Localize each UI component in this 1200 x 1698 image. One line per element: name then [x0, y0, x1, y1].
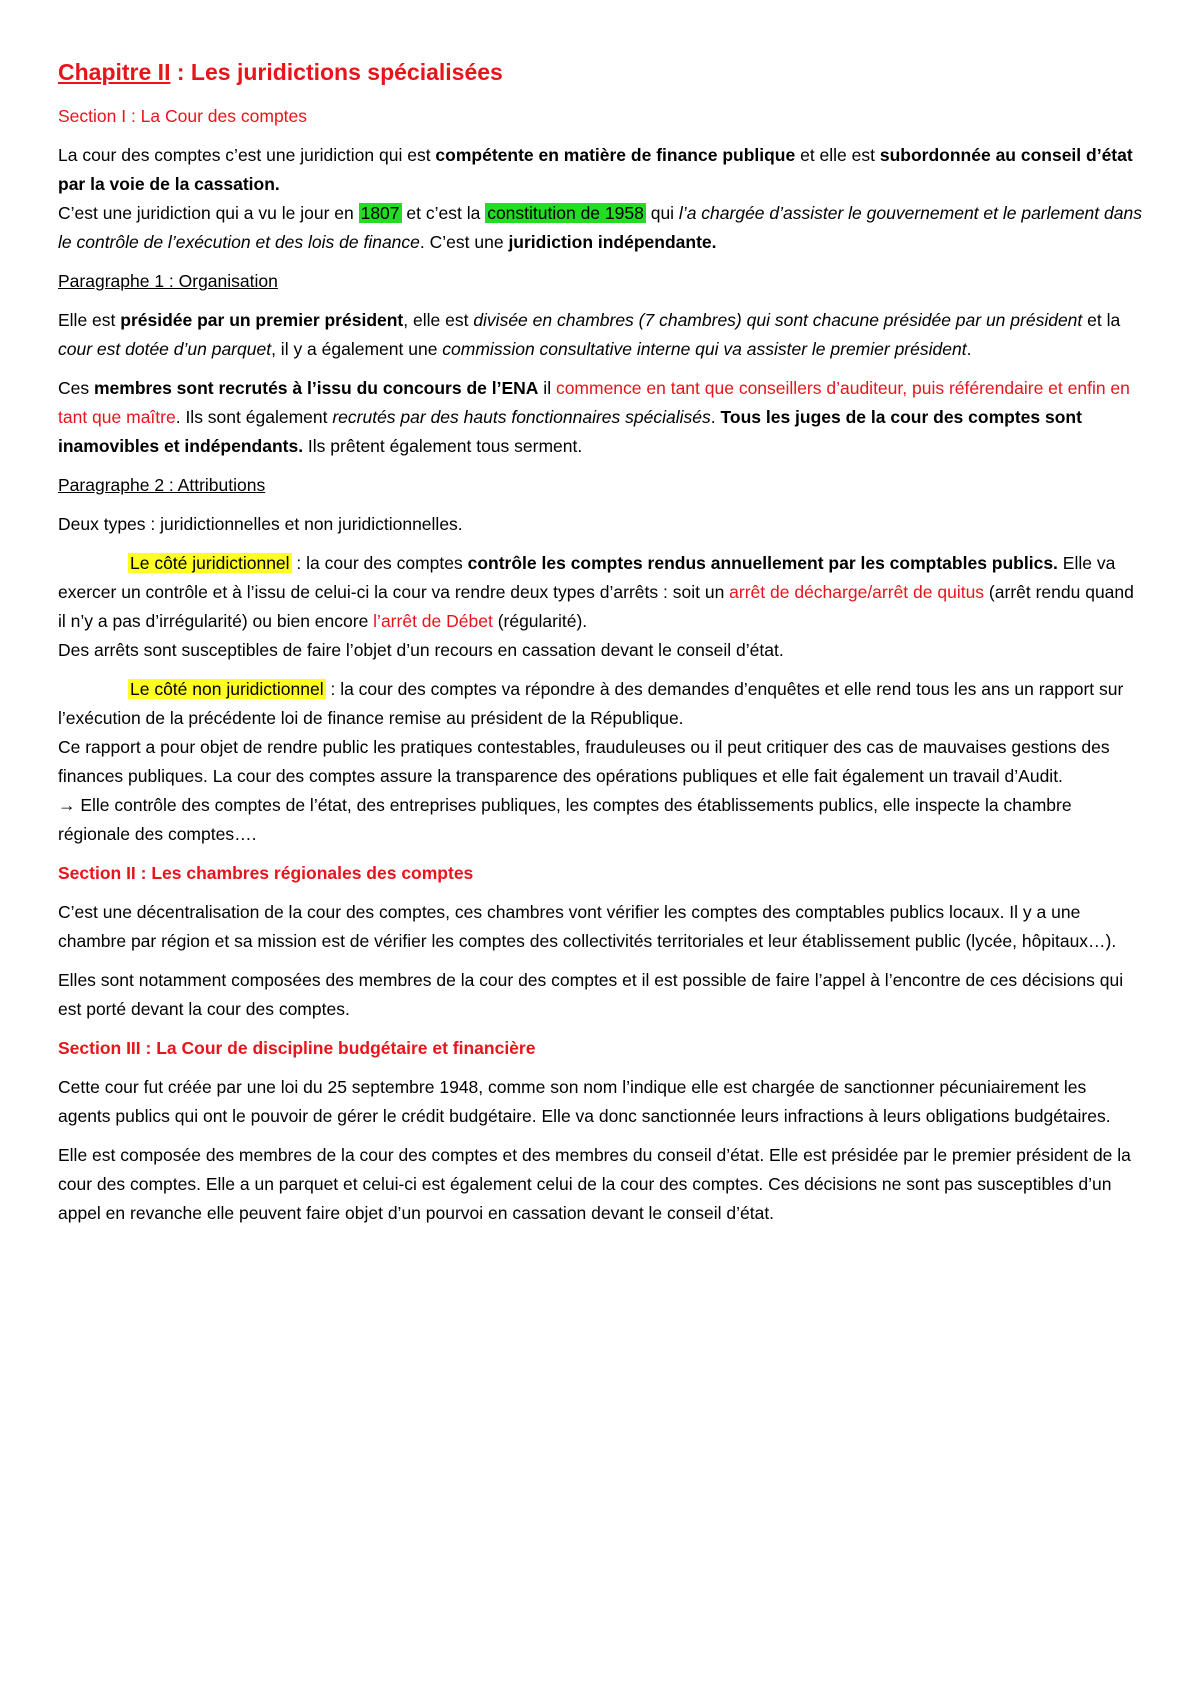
text-run: et la — [1082, 310, 1121, 330]
red-run: commence en tant que conseillers d’auditeur, puis référendaire et enfin en tant que maître — [58, 378, 1130, 427]
text-run: Elle est — [58, 310, 121, 330]
italic-run: commission consultative interne qui va assister le premier président — [442, 339, 967, 359]
text-run: Elle va exercer un contrôle et à l’issu de celui-ci la cour va rendre deux types d’arrêts : soit un — [58, 553, 1116, 602]
bold-run: subordonnée au conseil d’état par la voie de la cassation. — [58, 145, 1133, 194]
red-run: arrêt de décharge/arrêt de quitus — [729, 582, 985, 602]
highlight-year: 1807 — [360, 203, 400, 223]
section-3-heading: Section III : La Cour de discipline budgétaire et financière — [58, 1038, 536, 1058]
controle-paragraph — [58, 791, 1142, 849]
chapter-name: Les juridictions spécialisées — [190, 59, 503, 85]
text-run: C’est une juridiction qui a vu le jour en — [58, 203, 359, 223]
text-run: (régularité). — [492, 611, 588, 631]
text-run: et c’est la — [401, 203, 486, 223]
section-2-paragraph-1: C’est une décentralisation de la cour des comptes, ces chambres vont vérifier les comptes des comptables publics locaux. Il y a une chambre par région et sa mission est de vérifier les comptes des collectivités territoriales et leur établissement public (lycée, hôpitaux…). — [58, 902, 1117, 951]
text-run: Elle contrôle des comptes de l’état, des entreprises publiques, les comptes des établissements publics, elle inspecte la chambre régionale des comptes…. — [58, 795, 1072, 844]
text-run: : la cour des comptes — [291, 553, 468, 573]
section-1-paragraph-2 — [58, 199, 1142, 257]
text-run: . C’est une — [419, 232, 509, 252]
section-3-paragraph-2: Elle est composée des membres de la cour des comptes et des membres du conseil d’état. Elle est présidée par le premier président de la cour des comptes. Elle a un parquet et celui-ci est également celui de la cour des comptes. Ces décisions ne sont pas susceptibles d’un appel en revanche elle peuvent faire objet d’un pourvoi en cassation devant le conseil d’état. — [58, 1145, 1131, 1223]
text-run: . Ils sont également — [175, 407, 333, 427]
paragraph-2-heading: Paragraphe 2 : Attributions — [58, 475, 266, 495]
bold-run: présidée par un premier président — [120, 310, 404, 330]
bold-run: juridiction indépendante. — [508, 232, 717, 252]
bold-run: membres sont recrutés à l’issu du concours de l’ENA — [93, 378, 539, 398]
highlight-juridictionnel: Le côté juridictionnel — [130, 553, 290, 573]
section-3-paragraph-1: Cette cour fut créée par une loi du 25 septembre 1948, comme son nom l’indique elle est chargée de sanctionner pécuniairement les agents publics qui ont le pouvoir de gérer le crédit budgétaire. Elle va donc sanctionnée leurs infractions à leurs obligations budgétaires. — [58, 1077, 1111, 1126]
text-run: . — [966, 339, 972, 359]
italic-run: divisée en chambres (7 chambres) qui sont chacune présidée par un président — [473, 310, 1083, 330]
bold-run: Tous les juges de la cour des comptes sont inamovibles et indépendants. — [58, 407, 1082, 456]
attributions-intro: Deux types : juridictionnelles et non juridictionnelles. — [58, 514, 463, 534]
text-run: (arrêt rendu quand il n’y a pas d’irrégularité) ou bien encore — [58, 582, 1134, 631]
juridictionnel-paragraph — [58, 549, 1142, 636]
juridictionnel-recours: Des arrêts sont susceptibles de faire l’objet d’un recours en cassation devant le conseil d’état. — [58, 640, 784, 660]
red-run: l’arrêt de Débet — [373, 611, 493, 631]
text-run: Ces — [58, 378, 94, 398]
text-run: , il y a également une — [271, 339, 443, 359]
rapport-paragraph: Ce rapport a pour objet de rendre public les pratiques contestables, frauduleuses ou il peut critiquer des cas de mauvaises gestions des finances publiques. La cour des comptes assure la transparence des opérations publiques et elle fait également un travail d’Audit. — [58, 737, 1110, 786]
section-2-paragraph-2: Elles sont notamment composées des membres de la cour des comptes et il est possible de faire l’appel à l’encontre de ces décisions qui est porté devant la cour des comptes. — [58, 970, 1124, 1019]
text-run: La cour des comptes c’est une juridiction qui est — [58, 145, 436, 165]
bold-run: compétente en matière de finance publique — [435, 145, 796, 165]
highlight-constitution: constitution de 1958 — [487, 203, 644, 223]
text-run: Ils prêtent également tous serment. — [303, 436, 583, 456]
section-1-heading: Section I : La Cour des comptes — [58, 106, 308, 126]
non-juridictionnel-paragraph — [58, 675, 1142, 733]
section-2-heading: Section II : Les chambres régionales des comptes — [58, 863, 474, 883]
text-run: il — [538, 378, 556, 398]
organisation-paragraph-2 — [58, 374, 1142, 461]
text-run: : la cour des comptes va répondre à des demandes d’enquêtes et elle rend tous les ans un rapport sur l’exécution de la précédente loi de finance remise au président de la République. — [58, 679, 1124, 728]
italic-run: cour est dotée d’un parquet — [58, 339, 272, 359]
chapter-title — [58, 56, 1142, 88]
text-run: . — [710, 407, 721, 427]
organisation-paragraph-1 — [58, 306, 1142, 364]
text-run: , elle est — [403, 310, 474, 330]
bold-run: contrôle les comptes rendus annuellement par les comptables publics. — [467, 553, 1058, 573]
chapter-label: Chapitre II — [58, 59, 171, 85]
arrow-icon: → — [58, 795, 76, 815]
italic-run: recrutés par des hauts fonctionnaires spécialisés — [332, 407, 711, 427]
highlight-non-juridictionnel: Le côté non juridictionnel — [130, 679, 324, 699]
section-1-paragraph-1 — [58, 141, 1142, 199]
text-run: qui — [645, 203, 679, 223]
text-run: et elle est — [795, 145, 880, 165]
italic-run: l’a chargée d’assister le gouvernement et le parlement dans le contrôle de l’exécution et des lois de finance — [58, 203, 1142, 252]
paragraph-1-heading: Paragraphe 1 : Organisation — [58, 271, 278, 291]
chapter-separator: : — [170, 59, 191, 85]
